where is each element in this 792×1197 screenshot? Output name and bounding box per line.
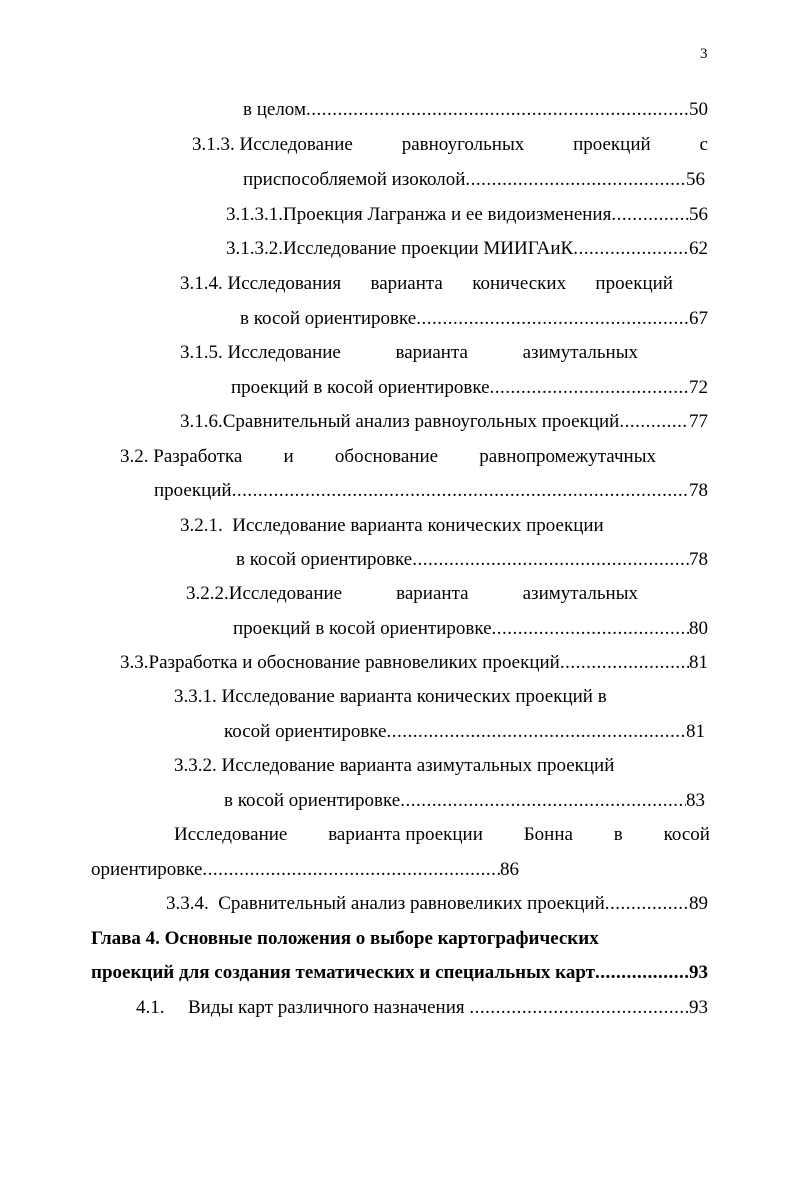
toc-entry[interactable] <box>240 305 708 333</box>
toc-page-number: 56 <box>689 204 708 225</box>
toc-word: косой <box>663 824 710 845</box>
toc-entry[interactable] <box>120 649 708 677</box>
toc-entry[interactable] <box>224 718 705 746</box>
toc-word: в <box>613 824 623 845</box>
toc-page-number: 89 <box>689 893 708 914</box>
toc-entry-title: проекций <box>154 480 232 501</box>
toc-entry-title: в целом <box>243 99 306 120</box>
toc-word: и <box>283 446 294 467</box>
toc-page-number: 93 <box>689 962 708 983</box>
toc-entry-title: косой ориентировке <box>224 721 387 742</box>
toc-word: варианта <box>370 273 443 294</box>
toc-entry[interactable] <box>226 201 708 229</box>
leader-dots <box>202 856 500 884</box>
toc-entry[interactable] <box>174 752 674 780</box>
toc-entry[interactable] <box>91 856 519 884</box>
toc-entry[interactable] <box>180 512 680 540</box>
toc-word: равнопромежутачных <box>479 446 656 467</box>
toc-word: проекций <box>595 273 673 294</box>
toc-page-number: 81 <box>686 721 705 742</box>
leader-dots <box>306 96 689 124</box>
leader-dots <box>492 615 689 643</box>
toc-entry[interactable] <box>91 959 708 987</box>
toc-chapter-heading[interactable] <box>91 925 711 953</box>
toc-entry-title: Виды карт различного назначения <box>188 997 470 1018</box>
toc-page-number: 56 <box>686 169 705 190</box>
toc-page-number: 62 <box>689 238 708 259</box>
toc-word: 3.2.2.Исследование <box>186 583 343 604</box>
toc-entry-title: 3.3.1. Исследование варианта конических проекций в <box>174 686 607 707</box>
toc-entry-title: в косой ориентировке <box>224 790 401 811</box>
toc-word: Исследование <box>174 824 288 845</box>
toc-entry-title: 3.1.6.Сравнительный анализ равноугольных проекций <box>180 411 620 432</box>
leader-dots <box>412 546 689 574</box>
toc-page-number: 78 <box>689 549 708 570</box>
toc-entry-title: проекций в косой ориентировке <box>231 377 490 398</box>
toc-entry[interactable] <box>226 235 708 263</box>
leader-dots <box>465 166 686 194</box>
leader-dots <box>416 305 689 333</box>
toc-page-number: 67 <box>689 308 708 329</box>
toc-entry-title: 3.1.3.1.Проекция Лагранжа и ее видоизменения <box>226 204 612 225</box>
toc-entry[interactable] <box>243 96 708 124</box>
page-number: 3 <box>700 46 708 62</box>
toc-word: азимутальных <box>522 583 638 604</box>
toc-word: с <box>699 134 708 155</box>
leader-dots <box>469 994 689 1022</box>
toc-entry-title: 3.3.2. Исследование варианта азимутальных проекций <box>174 755 615 776</box>
toc-page-number: 83 <box>686 790 705 811</box>
toc-entry[interactable] <box>154 477 708 505</box>
toc-entry-title: проекций в косой ориентировке <box>233 618 492 639</box>
toc-entry-title: 3.3.4. Сравнительный анализ равновеликих проекций <box>166 893 605 914</box>
toc-entry[interactable] <box>180 339 638 367</box>
toc-page-number: 50 <box>689 99 708 120</box>
toc-entry[interactable] <box>233 615 708 643</box>
toc-word: 3.1.4. Исследования <box>180 273 342 294</box>
toc-entry-title: 3.1.3.2.Исследование проекции МИИГАиК <box>226 238 574 259</box>
toc-page-number: 93 <box>689 997 708 1018</box>
toc-entry-number: 4.1. <box>136 997 165 1018</box>
leader-dots <box>595 959 689 987</box>
toc-entry[interactable] <box>136 994 708 1022</box>
leader-dots <box>619 408 689 436</box>
toc-entry-title: проекций для создания тематических и специальных карт <box>91 962 595 983</box>
toc-entry[interactable] <box>174 821 710 849</box>
toc-word: азимутальных <box>522 342 638 363</box>
toc-entry-title: 3.2.1. Исследование варианта конических проекции <box>180 515 604 536</box>
toc-page-number: 80 <box>689 618 708 639</box>
toc-entry-title: приспособляемой изоколой <box>243 169 466 190</box>
toc-word: 3.1.5. Исследование <box>180 342 341 363</box>
toc-page-number: 86 <box>500 859 519 880</box>
toc-word: равноугольных <box>401 134 525 155</box>
leader-dots <box>605 890 689 918</box>
toc-entry-title: в косой ориентировке <box>240 308 417 329</box>
leader-dots <box>573 235 689 263</box>
toc-page-number: 78 <box>689 480 708 501</box>
toc-entry[interactable] <box>120 443 656 471</box>
leader-dots <box>400 787 686 815</box>
toc-page-number: 81 <box>689 652 708 673</box>
toc-word: 3.2. Разработка <box>120 446 243 467</box>
leader-dots <box>490 374 689 402</box>
toc-word: варианта проекции <box>328 824 483 845</box>
leader-dots <box>611 201 689 229</box>
toc-word: конических <box>472 273 567 294</box>
toc-entry[interactable] <box>166 890 708 918</box>
toc-entry[interactable] <box>180 408 708 436</box>
leader-dots <box>387 718 687 746</box>
toc-entry-title: ориентировке <box>91 859 203 880</box>
leader-dots <box>560 649 689 677</box>
toc-word: проекций <box>573 134 651 155</box>
toc-word: варианта <box>396 583 469 604</box>
toc-entry[interactable] <box>231 374 708 402</box>
toc-entry[interactable] <box>236 546 708 574</box>
toc-entry-title: Глава 4. Основные положения о выборе картографических <box>91 928 599 949</box>
toc-entry[interactable] <box>243 166 705 194</box>
toc-word: Бонна <box>523 824 573 845</box>
toc-word: обоснование <box>334 446 439 467</box>
toc-page-number: 72 <box>689 377 708 398</box>
toc-entry[interactable] <box>224 787 705 815</box>
toc-page-number: 77 <box>689 411 708 432</box>
toc-entry[interactable] <box>192 131 708 159</box>
toc-entry-title: в косой ориентировке <box>236 549 413 570</box>
toc-entry[interactable] <box>180 270 673 298</box>
leader-dots <box>232 477 689 505</box>
toc-entry[interactable] <box>174 683 674 711</box>
toc-word: варианта <box>395 342 468 363</box>
toc-entry-title: 3.3.Разработка и обоснование равновеликих проекций <box>120 652 560 673</box>
toc-word: 3.1.3. Исследование <box>192 134 353 155</box>
toc-entry[interactable] <box>186 580 638 608</box>
